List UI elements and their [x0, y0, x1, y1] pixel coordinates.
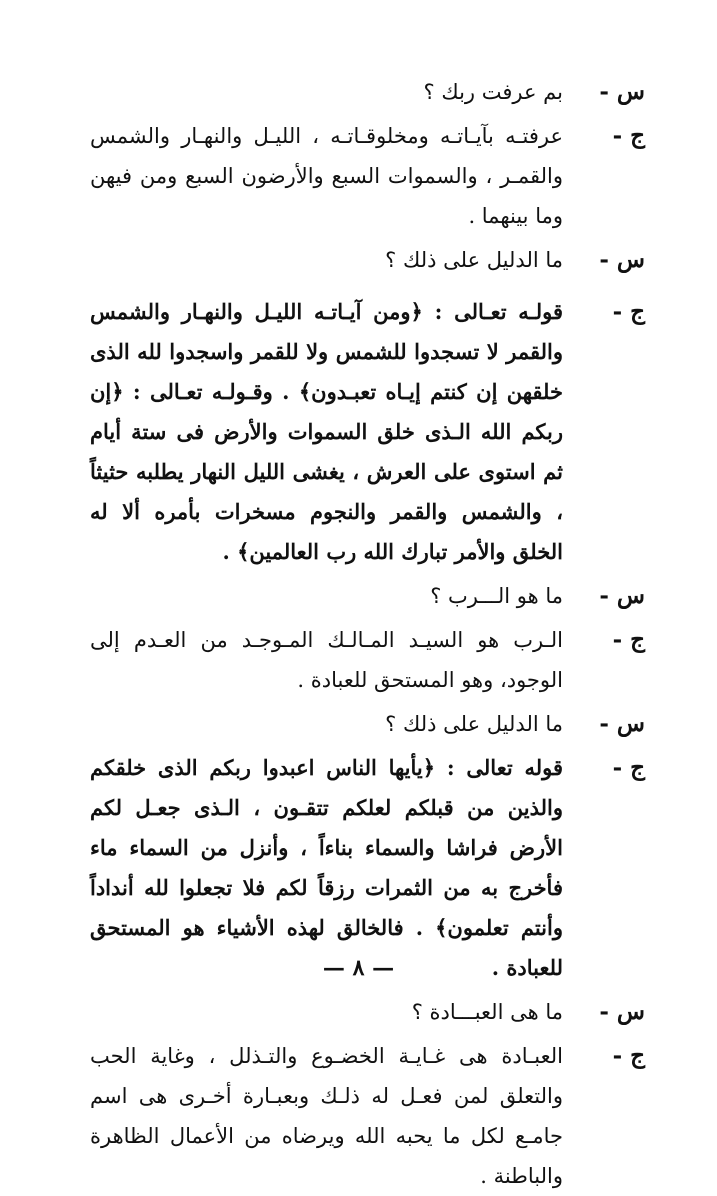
question-1 [90, 72, 645, 112]
question-4 [90, 704, 645, 744]
answer-1 [90, 116, 645, 236]
answer-text: عرفتـه بآيـاتـه ومخلوقـاتـه ، الليـل والنهـار والشمس والقمـر ، والسموات السبع والأرضون السبع ومن فيهن وما بينهما . [90, 124, 563, 228]
question-text: ما هو الـــرب ؟ [430, 584, 563, 608]
question-2 [90, 240, 645, 280]
answer-marker: ج - [612, 298, 645, 325]
answer-text: العبـادة هى غـايـة الخضـوع والتـذلل ، وغاية الحب والتعلق لمن فعـل له ذلـك وبعبـارة أخـرى هى اسم جامـع لكل ما يحبه الله ويرضاه من الأعمال الظاهرة والباطنة . [90, 1044, 563, 1188]
answer-4 [90, 748, 645, 988]
question-marker: س - [599, 710, 645, 737]
question-text: بم عرفت ربك ؟ [423, 80, 563, 104]
question-text: ما الدليل على ذلك ؟ [385, 248, 563, 272]
answer-text: قولـه تعـالى : ﴿ومن آيـاتـه الليـل والنهـار والشمس والقمر لا تسجدوا للشمس ولا للقمر واسجدوا لله الذى خلقهن إن كنتم إيـاه تعبـدون﴾ . وقـولـه تعـالى : ﴿إن ربكم الله الـذى خلق السموات والأرض فى ستة أيام ثم استوى على العرش ، يغشى الليل النهار يطلبه حثيثاً ، والشمس والقمر والنجوم مسخرات بأمره ألا له الخلق والأمر تبارك الله رب العالمين﴾ . [90, 299, 563, 564]
answer-marker: ج - [612, 626, 645, 653]
question-marker: س - [599, 998, 645, 1025]
question-marker: س - [599, 246, 645, 273]
question-5 [90, 992, 645, 1032]
question-marker: س - [599, 582, 645, 609]
question-text: ما هى العبـــادة ؟ [411, 1000, 563, 1024]
answer-marker: ج - [612, 1042, 645, 1069]
answer-text: قوله تعالى : ﴿يأيها الناس اعبدوا ربكم الذى خلقكم والذين من قبلكم لعلكم تتقـون ، الـذى جعـل لكم الأرض فراشا والسماء بناءاً ، وأنزل من السماء ماء فأخرج به من الثمرات رزقاً لكم فلا تجعلوا لله أنداداً وأنتم تعلمون﴾ . فالخالق لهذه الأشياء هو المستحق للعبادة . [90, 755, 563, 980]
answer-marker: ج - [612, 754, 645, 781]
question-text: ما الدليل على ذلك ؟ [385, 712, 563, 736]
answer-marker: ج - [612, 122, 645, 149]
question-marker: س - [599, 78, 645, 105]
page-number: — ٨ — [322, 955, 395, 981]
answer-text: الـرب هو السيـد المـالـك المـوجـد من العـدم إلى الوجود، وهو المستحق للعبادة . [90, 628, 563, 692]
answer-3 [90, 620, 645, 700]
question-3 [90, 576, 645, 616]
answer-2 [90, 292, 645, 572]
answer-5 [90, 1036, 645, 1196]
